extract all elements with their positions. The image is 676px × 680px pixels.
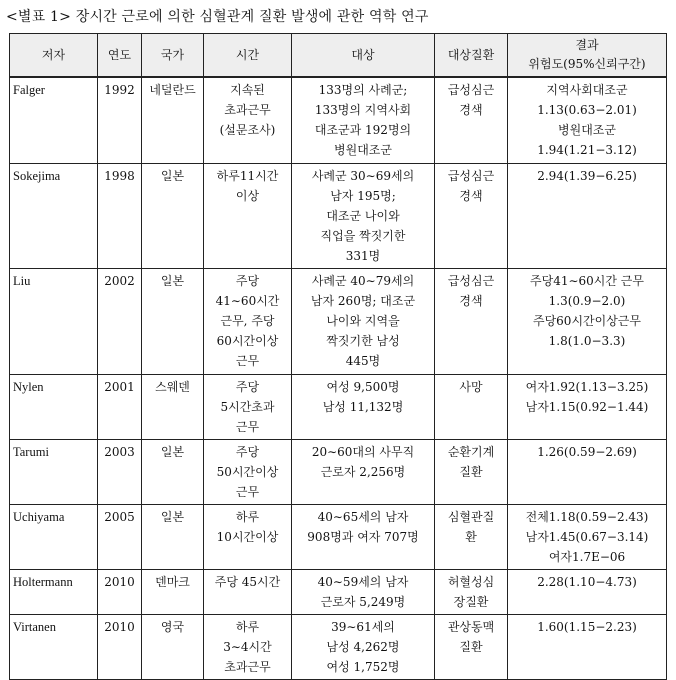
cell-line: 남자1.45(0.67−3.14) xyxy=(525,529,649,544)
cell-country: 네덜란드 xyxy=(142,77,204,163)
cell-line: 20∼60대의 사무직 xyxy=(311,444,415,459)
cell-hours xyxy=(204,504,292,569)
cell-line: 41∼60시간 xyxy=(215,293,280,308)
cell-author: Uchiyama xyxy=(10,504,98,569)
table-row xyxy=(10,614,667,679)
cell-line: 10시간이상 xyxy=(216,529,279,544)
table-row xyxy=(10,439,667,504)
cell-results xyxy=(508,374,667,439)
cell-country: 일본 xyxy=(142,504,204,569)
cell-line: 사례군 30∼69세의 xyxy=(311,168,415,183)
cell-line: 133명의 지역사회 xyxy=(314,103,412,117)
cell-hours xyxy=(204,163,292,268)
cell-subjects xyxy=(292,268,435,374)
cell-line: 근무 xyxy=(235,484,260,499)
cell-line: 여성 1,752명 xyxy=(326,659,400,674)
cell-year: 2005 xyxy=(98,504,142,569)
cell-line: 남성 11,132명 xyxy=(322,399,404,414)
cell-author: Sokejima xyxy=(10,163,98,268)
cell-line: 대조군 나이와 xyxy=(326,208,400,223)
cell-line: 1.8(1.0−3.3) xyxy=(548,333,626,348)
cell-line: 133명의 사례군; xyxy=(318,83,408,97)
cell-line: 남자 260명; 대조군 xyxy=(310,293,416,308)
cell-line: 직업을 짝짓기한 xyxy=(320,228,406,243)
cell-country: 일본 xyxy=(142,439,204,504)
cell-country: 스웨덴 xyxy=(142,374,204,439)
cell-line: 근로자 2,256명 xyxy=(320,464,406,479)
cell-line: 39∼61세의 xyxy=(331,619,395,634)
header-results-subtitle: 위험도(95%신뢰구간) xyxy=(528,57,646,71)
cell-line: 급성심근 xyxy=(447,168,495,183)
cell-line: 근로자 5,249명 xyxy=(320,594,406,609)
cell-subjects xyxy=(292,374,435,439)
header-author: 저자 xyxy=(10,34,98,78)
header-subjects: 대상 xyxy=(292,34,435,78)
cell-line: 주당60시간이상근무 xyxy=(532,313,641,328)
cell-results xyxy=(508,614,667,679)
cell-line: 질환 xyxy=(459,464,483,479)
header-hours: 시간 xyxy=(204,34,292,78)
cell-line: 지속된 xyxy=(230,83,265,97)
cell-disease xyxy=(435,163,508,268)
cell-line: 주당41∼60시간 근무 xyxy=(530,273,644,288)
cell-disease xyxy=(435,374,508,439)
cell-author: Falger xyxy=(10,77,98,163)
cell-line: 근무 xyxy=(235,353,260,368)
cell-line: 445명 xyxy=(345,353,381,368)
cell-line: 초과근무 xyxy=(224,103,271,117)
cell-line: 급성심근 xyxy=(447,83,495,97)
cell-year: 1998 xyxy=(98,163,142,268)
table-body xyxy=(10,77,667,679)
cell-line: 경색 xyxy=(459,293,483,308)
cell-line: 하루 xyxy=(235,619,260,634)
cell-hours xyxy=(204,77,292,163)
cell-line: 경색 xyxy=(459,103,483,117)
cell-line: 남성 4,262명 xyxy=(326,639,400,654)
cell-line: 주당 45시간 xyxy=(214,574,281,589)
cell-subjects xyxy=(292,163,435,268)
cell-subjects xyxy=(292,569,435,614)
cell-subjects xyxy=(292,504,435,569)
cell-hours xyxy=(204,374,292,439)
epidemiology-table xyxy=(9,33,667,680)
cell-line: 대조군과 192명의 xyxy=(314,123,412,137)
cell-line: (설문조사) xyxy=(219,123,276,137)
cell-author: Tarumi xyxy=(10,439,98,504)
cell-line: 주당 xyxy=(235,379,260,394)
cell-hours xyxy=(204,569,292,614)
cell-line: 심혈관질 xyxy=(447,509,495,524)
cell-author: Holtermann xyxy=(10,569,98,614)
cell-line: 1.3(0.9−2.0) xyxy=(548,293,626,308)
header-year: 연도 xyxy=(98,34,142,78)
cell-results xyxy=(508,569,667,614)
cell-line: 장질환 xyxy=(453,594,489,609)
table-row xyxy=(10,163,667,268)
cell-line: 5시간초과 xyxy=(220,399,275,414)
cell-line: 나이와 지역을 xyxy=(326,313,400,328)
cell-year: 1992 xyxy=(98,77,142,163)
cell-line: 주당 xyxy=(235,444,260,459)
cell-results xyxy=(508,504,667,569)
header-results-title: 결과 xyxy=(575,38,599,52)
cell-line: 3∼4시간 xyxy=(223,639,272,654)
cell-hours xyxy=(204,268,292,374)
cell-line: 1.13(0.63−2.01) xyxy=(537,103,637,117)
cell-line: 60시간이상 xyxy=(216,333,279,348)
cell-disease xyxy=(435,77,508,163)
cell-author: Nylen xyxy=(10,374,98,439)
cell-hours xyxy=(204,439,292,504)
cell-line: 전체1.18(0.59−2.43) xyxy=(525,509,649,524)
cell-disease xyxy=(435,569,508,614)
cell-results xyxy=(508,268,667,374)
table-header xyxy=(10,34,667,78)
cell-subjects xyxy=(292,439,435,504)
cell-line: 하루11시간 xyxy=(216,168,279,183)
header-country: 국가 xyxy=(142,34,204,78)
cell-line: 40∼65세의 남자 xyxy=(317,509,409,524)
cell-country: 일본 xyxy=(142,268,204,374)
cell-line: 331명 xyxy=(345,248,381,263)
cell-year: 2010 xyxy=(98,569,142,614)
cell-line: 여성 9,500명 xyxy=(326,379,400,394)
table-caption: <별표 1> 장시간 근로에 의한 심혈관계 질환 발생에 관한 역학 연구 xyxy=(6,9,429,25)
cell-results xyxy=(508,77,667,163)
cell-line: 하루 xyxy=(235,509,260,524)
cell-line: 지역사회대조군 xyxy=(546,83,628,97)
cell-line: 2.94(1.39−6.25) xyxy=(537,168,637,183)
table-row xyxy=(10,77,667,163)
cell-line: 병원대조군 xyxy=(558,123,616,137)
cell-country: 덴마크 xyxy=(142,569,204,614)
cell-country: 영국 xyxy=(142,614,204,679)
cell-results xyxy=(508,163,667,268)
cell-year: 2003 xyxy=(98,439,142,504)
cell-country: 일본 xyxy=(142,163,204,268)
cell-line: 이상 xyxy=(235,188,260,203)
cell-line: 초과근무 xyxy=(224,659,271,674)
cell-line: 짝짓기한 남성 xyxy=(326,333,400,348)
cell-line: 50시간이상 xyxy=(216,464,279,479)
header-disease: 대상질환 xyxy=(435,34,508,78)
cell-line: 순환기계 xyxy=(447,444,495,459)
cell-line: 남자1.15(0.92−1.44) xyxy=(525,399,649,414)
cell-line: 2.28(1.10−4.73) xyxy=(537,574,637,589)
header-results xyxy=(508,34,667,78)
cell-year: 2001 xyxy=(98,374,142,439)
cell-line: 관상동맥 xyxy=(447,619,495,634)
cell-author: Virtanen xyxy=(10,614,98,679)
cell-line: 환 xyxy=(465,529,477,544)
table-row xyxy=(10,569,667,614)
cell-line: 주당 xyxy=(235,273,260,288)
cell-line: 병원대조군 xyxy=(334,143,392,157)
cell-line: 사망 xyxy=(459,379,483,394)
cell-disease xyxy=(435,268,508,374)
cell-subjects xyxy=(292,614,435,679)
cell-line: 1.94(1.21−3.12) xyxy=(537,143,637,157)
cell-subjects xyxy=(292,77,435,163)
cell-year: 2002 xyxy=(98,268,142,374)
cell-results xyxy=(508,439,667,504)
cell-line: 사례군 40∼79세의 xyxy=(311,273,415,288)
cell-line: 908명과 여자 707명 xyxy=(307,529,419,544)
cell-line: 경색 xyxy=(459,188,483,203)
cell-line: 40∼59세의 남자 xyxy=(317,574,409,589)
cell-line: 근무 xyxy=(235,419,260,434)
cell-line: 허혈성심 xyxy=(447,574,495,589)
cell-line: 1.60(1.15−2.23) xyxy=(537,619,637,634)
cell-line: 1.26(0.59−2.69) xyxy=(537,444,637,459)
cell-line: 근무, 주당 xyxy=(220,313,275,328)
cell-disease xyxy=(435,504,508,569)
cell-disease xyxy=(435,439,508,504)
cell-line: 급성심근 xyxy=(447,273,495,288)
cell-line: 질환 xyxy=(459,639,483,654)
cell-hours xyxy=(204,614,292,679)
table-row xyxy=(10,374,667,439)
cell-line: 여자1.7E−06 xyxy=(548,549,626,564)
cell-disease xyxy=(435,614,508,679)
table-row xyxy=(10,504,667,569)
cell-year: 2010 xyxy=(98,614,142,679)
cell-line: 여자1.92(1.13−3.25) xyxy=(525,379,649,394)
table-row xyxy=(10,268,667,374)
cell-author: Liu xyxy=(10,268,98,374)
cell-line: 남자 195명; xyxy=(330,188,396,203)
